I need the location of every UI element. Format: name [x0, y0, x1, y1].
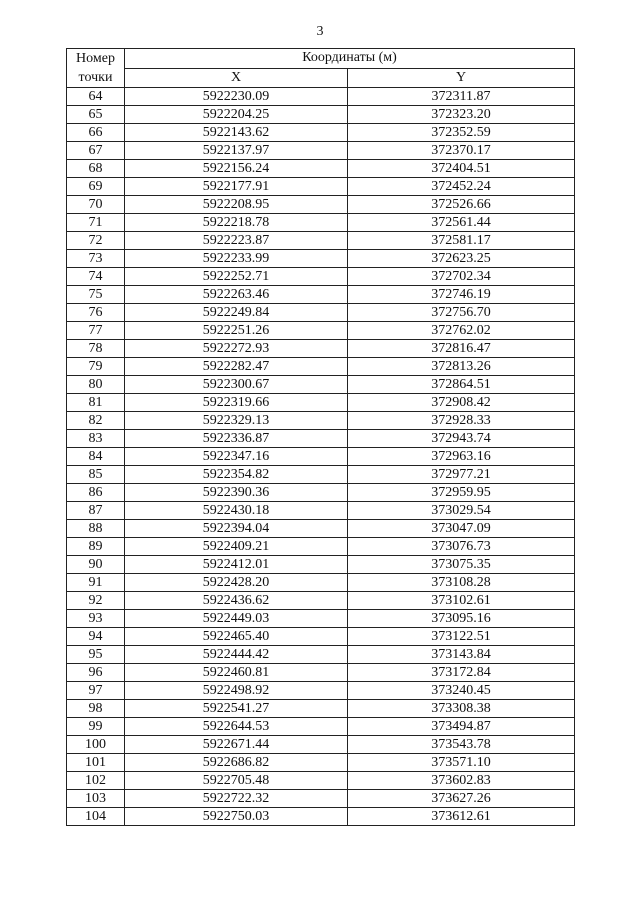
table-row [67, 520, 575, 538]
y-coordinate-cell: 373612.61 [348, 808, 575, 826]
x-coordinate-cell: 5922444.42 [125, 646, 348, 664]
y-coordinate-cell: 372756.70 [348, 304, 575, 322]
y-coordinate-cell: 373029.54 [348, 502, 575, 520]
x-coordinate-cell: 5922208.95 [125, 196, 348, 214]
x-coordinate-cell: 5922263.46 [125, 286, 348, 304]
y-coordinate-cell: 372352.59 [348, 124, 575, 142]
point-number-header: Номер точки [67, 49, 125, 88]
point-number-cell: 88 [67, 520, 125, 538]
point-number-cell: 69 [67, 178, 125, 196]
table-row [67, 250, 575, 268]
x-coordinate-cell: 5922252.71 [125, 268, 348, 286]
point-number-cell: 97 [67, 682, 125, 700]
point-number-cell: 93 [67, 610, 125, 628]
point-number-cell: 79 [67, 358, 125, 376]
point-number-cell: 66 [67, 124, 125, 142]
table-row [67, 178, 575, 196]
x-coordinate-cell: 5922249.84 [125, 304, 348, 322]
x-coordinate-cell: 5922394.04 [125, 520, 348, 538]
x-coordinate-cell: 5922319.66 [125, 394, 348, 412]
point-number-cell: 91 [67, 574, 125, 592]
x-coordinate-cell: 5922177.91 [125, 178, 348, 196]
y-coordinate-cell: 373102.61 [348, 592, 575, 610]
y-coordinate-cell: 372977.21 [348, 466, 575, 484]
table-row [67, 196, 575, 214]
y-coordinate-cell: 373494.87 [348, 718, 575, 736]
x-coordinate-cell: 5922722.32 [125, 790, 348, 808]
table-row [67, 304, 575, 322]
table-row [67, 610, 575, 628]
x-coordinate-cell: 5922436.62 [125, 592, 348, 610]
x-coordinate-cell: 5922671.44 [125, 736, 348, 754]
y-coordinate-cell: 372623.25 [348, 250, 575, 268]
x-coordinate-cell: 5922218.78 [125, 214, 348, 232]
x-coordinate-cell: 5922460.81 [125, 664, 348, 682]
y-coordinate-cell: 373143.84 [348, 646, 575, 664]
point-number-cell: 74 [67, 268, 125, 286]
x-coordinate-cell: 5922230.09 [125, 88, 348, 106]
table-row [67, 574, 575, 592]
point-number-cell: 83 [67, 430, 125, 448]
point-number-cell: 99 [67, 718, 125, 736]
table-row [67, 484, 575, 502]
x-coordinate-cell: 5922750.03 [125, 808, 348, 826]
y-coordinate-cell: 372816.47 [348, 340, 575, 358]
x-coordinate-cell: 5922354.82 [125, 466, 348, 484]
point-number-cell: 80 [67, 376, 125, 394]
table-row [67, 718, 575, 736]
point-number-cell: 67 [67, 142, 125, 160]
table-row [67, 142, 575, 160]
table-row [67, 808, 575, 826]
y-coordinate-cell: 373543.78 [348, 736, 575, 754]
point-number-cell: 95 [67, 646, 125, 664]
x-coordinate-cell: 5922705.48 [125, 772, 348, 790]
table-row [67, 340, 575, 358]
y-column-header: Y [348, 68, 575, 88]
page-number: 3 [316, 24, 324, 39]
y-coordinate-cell: 372746.19 [348, 286, 575, 304]
y-coordinate-cell: 372561.44 [348, 214, 575, 232]
y-coordinate-cell: 372370.17 [348, 142, 575, 160]
point-number-cell: 94 [67, 628, 125, 646]
y-coordinate-cell: 373047.09 [348, 520, 575, 538]
table-row [67, 286, 575, 304]
point-number-cell: 89 [67, 538, 125, 556]
table-row [67, 700, 575, 718]
y-coordinate-cell: 372762.02 [348, 322, 575, 340]
table-row [67, 358, 575, 376]
y-coordinate-cell: 372311.87 [348, 88, 575, 106]
y-coordinate-cell: 373308.38 [348, 700, 575, 718]
table-row [67, 556, 575, 574]
table-row [67, 214, 575, 232]
point-number-cell: 98 [67, 700, 125, 718]
table-row [67, 736, 575, 754]
y-coordinate-cell: 372813.26 [348, 358, 575, 376]
x-coordinate-cell: 5922223.87 [125, 232, 348, 250]
point-number-cell: 72 [67, 232, 125, 250]
y-coordinate-cell: 373172.84 [348, 664, 575, 682]
table-row [67, 106, 575, 124]
table-row [67, 664, 575, 682]
y-coordinate-cell: 372452.24 [348, 178, 575, 196]
x-column-header: X [125, 68, 348, 88]
table-row [67, 646, 575, 664]
y-coordinate-cell: 373076.73 [348, 538, 575, 556]
y-coordinate-cell: 373571.10 [348, 754, 575, 772]
table-row [67, 538, 575, 556]
point-number-cell: 71 [67, 214, 125, 232]
point-number-cell: 103 [67, 790, 125, 808]
y-coordinate-cell: 372943.74 [348, 430, 575, 448]
x-coordinate-cell: 5922204.25 [125, 106, 348, 124]
table-row [67, 394, 575, 412]
x-coordinate-cell: 5922430.18 [125, 502, 348, 520]
point-number-cell: 92 [67, 592, 125, 610]
table-row [67, 682, 575, 700]
y-coordinate-cell: 372404.51 [348, 160, 575, 178]
y-coordinate-cell: 373108.28 [348, 574, 575, 592]
point-number-cell: 77 [67, 322, 125, 340]
point-number-cell: 73 [67, 250, 125, 268]
y-coordinate-cell: 373075.35 [348, 556, 575, 574]
y-coordinate-cell: 372702.34 [348, 268, 575, 286]
x-coordinate-cell: 5922300.67 [125, 376, 348, 394]
x-coordinate-cell: 5922347.16 [125, 448, 348, 466]
point-number-cell: 104 [67, 808, 125, 826]
x-coordinate-cell: 5922143.62 [125, 124, 348, 142]
point-number-cell: 84 [67, 448, 125, 466]
point-number-cell: 64 [67, 88, 125, 106]
x-coordinate-cell: 5922233.99 [125, 250, 348, 268]
y-coordinate-cell: 372581.17 [348, 232, 575, 250]
point-number-cell: 102 [67, 772, 125, 790]
x-coordinate-cell: 5922272.93 [125, 340, 348, 358]
y-coordinate-cell: 373122.51 [348, 628, 575, 646]
x-coordinate-cell: 5922282.47 [125, 358, 348, 376]
table-row [67, 628, 575, 646]
point-number-cell: 86 [67, 484, 125, 502]
point-number-cell: 76 [67, 304, 125, 322]
x-coordinate-cell: 5922156.24 [125, 160, 348, 178]
y-coordinate-cell: 373602.83 [348, 772, 575, 790]
point-number-cell: 82 [67, 412, 125, 430]
y-coordinate-cell: 372928.33 [348, 412, 575, 430]
table-row [67, 412, 575, 430]
point-number-cell: 87 [67, 502, 125, 520]
y-coordinate-cell: 373095.16 [348, 610, 575, 628]
x-coordinate-cell: 5922409.21 [125, 538, 348, 556]
y-coordinate-cell: 372526.66 [348, 196, 575, 214]
point-number-cell: 101 [67, 754, 125, 772]
x-coordinate-cell: 5922428.20 [125, 574, 348, 592]
y-coordinate-cell: 373627.26 [348, 790, 575, 808]
point-number-cell: 96 [67, 664, 125, 682]
table-body [67, 88, 575, 826]
x-coordinate-cell: 5922498.92 [125, 682, 348, 700]
x-coordinate-cell: 5922412.01 [125, 556, 348, 574]
point-number-cell: 90 [67, 556, 125, 574]
x-coordinate-cell: 5922644.53 [125, 718, 348, 736]
x-coordinate-cell: 5922390.36 [125, 484, 348, 502]
point-number-cell: 78 [67, 340, 125, 358]
x-coordinate-cell: 5922251.26 [125, 322, 348, 340]
coordinates-header: Координаты (м) [125, 49, 575, 69]
x-coordinate-cell: 5922449.03 [125, 610, 348, 628]
x-coordinate-cell: 5922541.27 [125, 700, 348, 718]
table-row [67, 232, 575, 250]
table-row [67, 160, 575, 178]
coordinates-table [66, 48, 575, 826]
table-header [67, 49, 575, 88]
table-row [67, 88, 575, 106]
x-coordinate-cell: 5922686.82 [125, 754, 348, 772]
y-coordinate-cell: 372908.42 [348, 394, 575, 412]
table-row [67, 754, 575, 772]
table-row [67, 322, 575, 340]
table-row [67, 592, 575, 610]
point-number-cell: 70 [67, 196, 125, 214]
point-number-cell: 100 [67, 736, 125, 754]
table-row [67, 376, 575, 394]
table-row [67, 502, 575, 520]
table-row [67, 466, 575, 484]
point-number-cell: 85 [67, 466, 125, 484]
table-row [67, 772, 575, 790]
y-coordinate-cell: 372963.16 [348, 448, 575, 466]
point-number-cell: 68 [67, 160, 125, 178]
table-row [67, 790, 575, 808]
y-coordinate-cell: 372323.20 [348, 106, 575, 124]
y-coordinate-cell: 372959.95 [348, 484, 575, 502]
point-number-cell: 75 [67, 286, 125, 304]
table-row [67, 448, 575, 466]
table-row [67, 124, 575, 142]
point-number-cell: 81 [67, 394, 125, 412]
table-row [67, 268, 575, 286]
x-coordinate-cell: 5922329.13 [125, 412, 348, 430]
point-number-cell: 65 [67, 106, 125, 124]
y-coordinate-cell: 373240.45 [348, 682, 575, 700]
x-coordinate-cell: 5922465.40 [125, 628, 348, 646]
y-coordinate-cell: 372864.51 [348, 376, 575, 394]
x-coordinate-cell: 5922336.87 [125, 430, 348, 448]
table-row [67, 430, 575, 448]
x-coordinate-cell: 5922137.97 [125, 142, 348, 160]
